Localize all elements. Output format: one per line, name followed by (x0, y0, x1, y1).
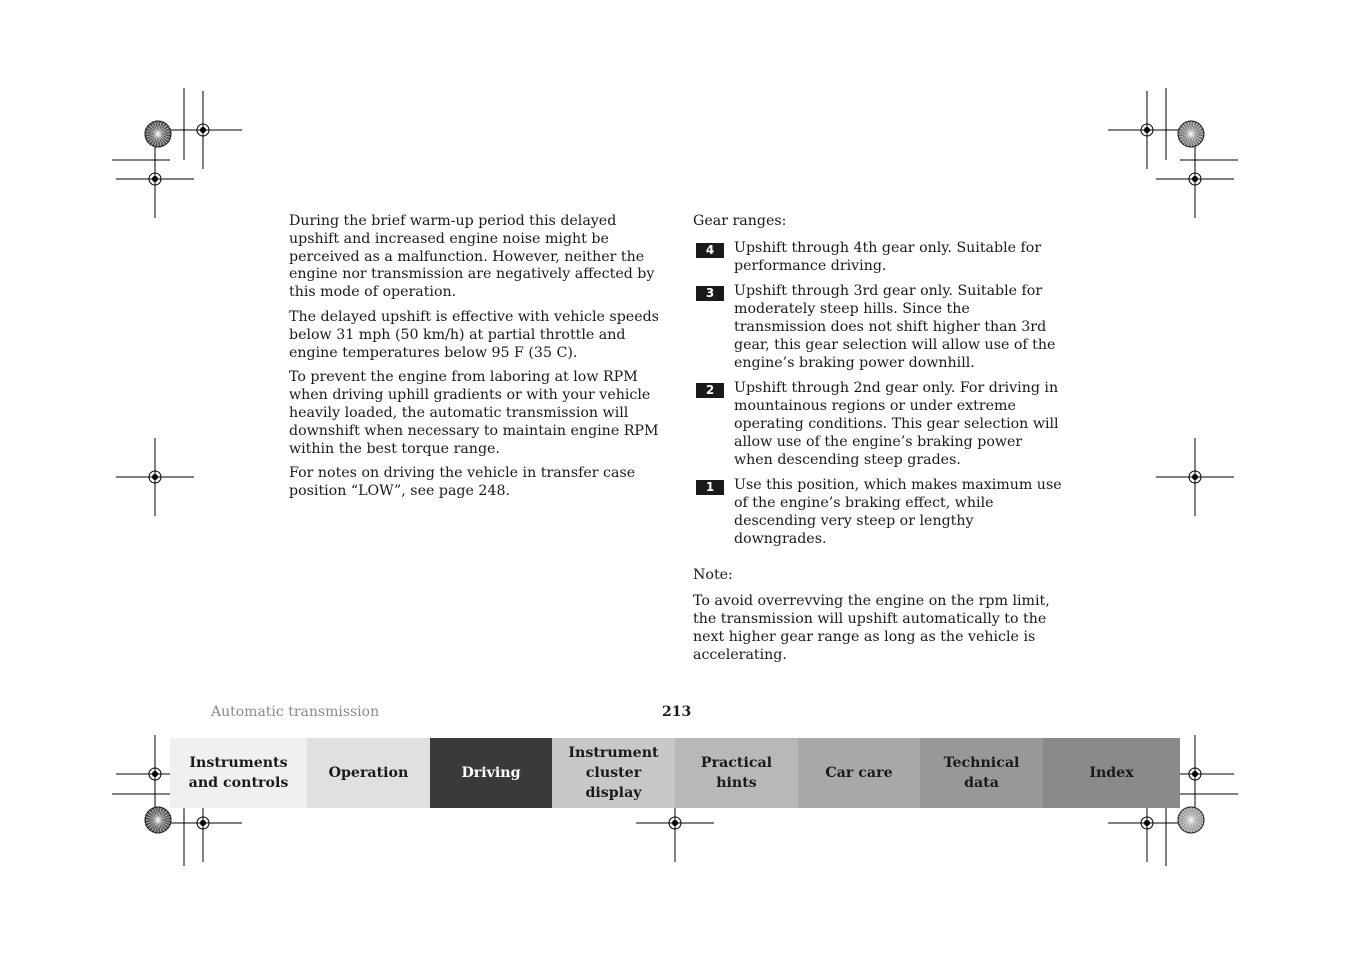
crosshair-icon (116, 438, 194, 516)
gear-badge: 1 (696, 480, 724, 495)
print-wheel-icon (1178, 121, 1204, 147)
note-label: Note: (693, 566, 733, 583)
crosshair-icon (1108, 91, 1186, 169)
page-number: 213 (662, 704, 692, 720)
gear-item (693, 283, 1065, 372)
tab-practical-hints[interactable]: Practical hints (675, 738, 798, 808)
gear-item (693, 380, 1065, 469)
gear-badge: 2 (696, 383, 724, 398)
crosshair-icon (1156, 140, 1234, 218)
gear-description: Upshift through 2nd gear only. For driving in mountainous regions or under extreme operating conditions. This gear selection will allow use of the engine’s braking power when descending steep grades. (734, 380, 1059, 468)
left-column (289, 213, 659, 508)
gear-ranges-heading: Gear ranges: (693, 213, 787, 229)
gear-description: Upshift through 4th gear only. Suitable for performance driving. (734, 239, 1042, 274)
section-title: Automatic transmission (211, 704, 380, 720)
paragraph: During the brief warm-up period this delayed upshift and increased engine noise might be perceived as a malfunction. However, neither the engine nor transmission are negatively affected by this mode of operation. (289, 213, 655, 301)
tab-index[interactable]: Index (1043, 738, 1180, 808)
note-text: To avoid overrevving the engine on the rpm limit, the transmission will upshift automatically to the next higher gear range as long as the vehicle is accelerating. (693, 593, 1050, 663)
tab-instrument-cluster-display[interactable]: Instrument cluster display (552, 738, 675, 808)
gear-item (693, 477, 1065, 548)
tab-driving[interactable]: Driving (430, 738, 552, 808)
paragraph: To prevent the engine from laboring at low RPM when driving uphill gradients or with your vehicle heavily loaded, the automatic transmission will downshift when necessary to maintain engine RPM within the best torque range. (289, 369, 659, 457)
tab-instruments-and-controls[interactable]: Instruments and controls (170, 738, 307, 808)
gear-description: Use this position, which makes maximum use of the engine’s braking effect, while descending very steep or lengthy downgrades. (734, 477, 1062, 547)
tab-operation[interactable]: Operation (307, 738, 430, 808)
gear-description: Upshift through 3rd gear only. Suitable for moderately steep hills. Since the transmission does not shift higher than 3rd gear, this gear selection will allow use of the engine’s braking power downhill. (734, 283, 1056, 371)
print-wheel-icon (145, 807, 171, 833)
crosshair-icon (164, 91, 242, 169)
gear-badge: 4 (696, 243, 724, 258)
paragraph: For notes on driving the vehicle in transfer case position “LOW”, see page 248. (289, 465, 636, 500)
tab-car-care[interactable]: Car care (798, 738, 920, 808)
crosshair-icon (1156, 438, 1234, 516)
tab-technical-data[interactable]: Technical data (920, 738, 1043, 808)
chapter-nav-bar (170, 738, 1180, 808)
print-wheel-icon (1178, 807, 1204, 833)
right-column (693, 213, 1065, 672)
crosshair-icon (116, 140, 194, 218)
gear-badge: 3 (696, 286, 724, 301)
paragraph: The delayed upshift is effective with vehicle speeds below 31 mph (50 km/h) at partial throttle and engine temperatures below 95 F (35 C). (289, 308, 659, 361)
gear-item (693, 240, 1065, 276)
print-wheel-icon (145, 121, 171, 147)
